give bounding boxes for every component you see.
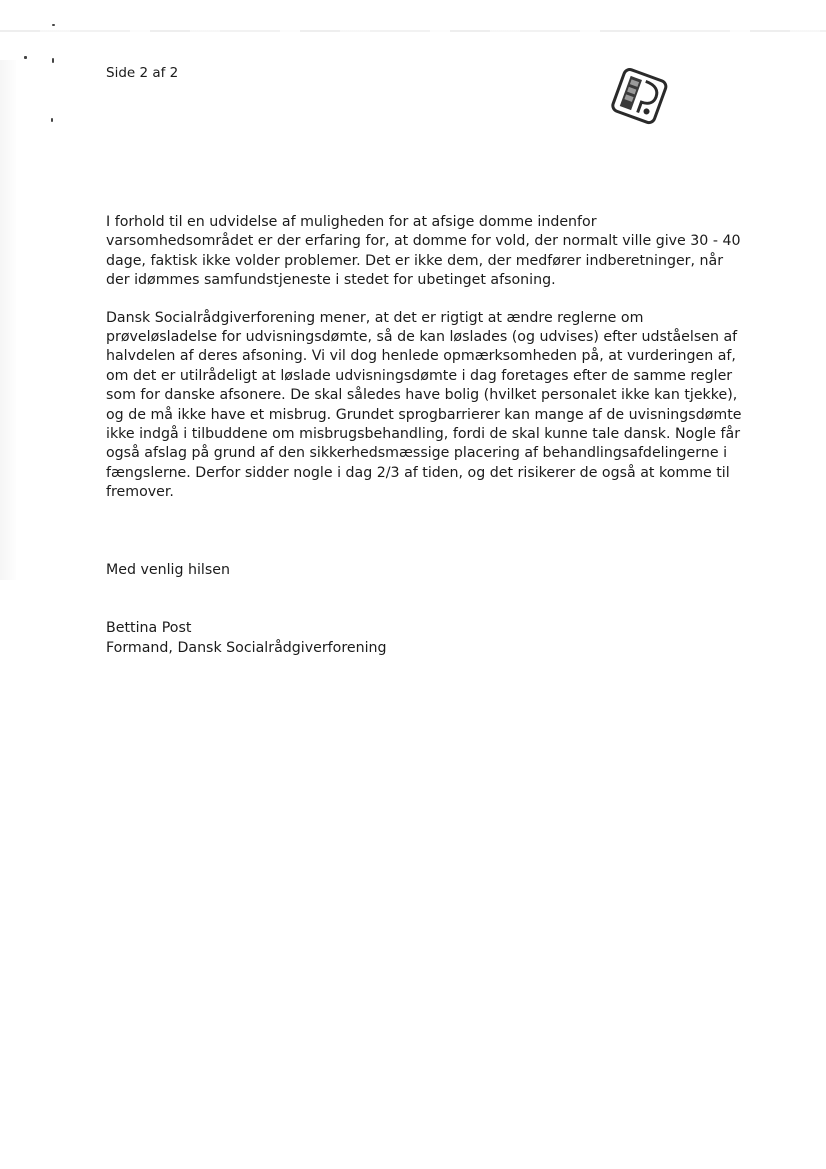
signer-title: Formand, Dansk Socialrådgiverforening (106, 640, 387, 656)
signer-name: Bettina Post (106, 620, 192, 636)
organization-logo-stamp-icon (607, 66, 671, 128)
scan-speck (52, 58, 54, 63)
scan-speck (51, 118, 53, 122)
body-paragraph-2: Dansk Socialrådgiverforening mener, at det er rigtigt at ændre reglerne om prøveløsladelse for udvisningsdømte, så de kan løslades (og udvises) efter udståelsen af halvdelen af deres afsoning. Vi vil dog henlede opmærksomheden på, at vurderingen af, om det er utilrådeligt at løslade udvisningsdømte i dag foretages efter de samme regler som for danske afsonere. De skal således have bolig (hvilket personalet ikke kan tjekke), og de må ikke have et misbrug. Grundet sprogbarrierer kan mange af de uvisningsdømte ikke indgå i tilbuddene om misbrugsbehandling, fordi de skal kunne tale dansk. Nogle får også afslag på grund af den sikkerhedsmæssige placering af behandlingsafdelingerne i fængslerne. Derfor sidder nogle i dag 2/3 af tiden, og det risikerer de også at komme til fremover. (106, 309, 742, 501)
page-number: Side 2 af 2 (106, 65, 179, 81)
scan-artifact-top (0, 30, 826, 32)
scan-speck (52, 24, 55, 26)
signature-block (106, 618, 387, 658)
closing-salutation: Med venlig hilsen (106, 562, 230, 578)
letter-body (106, 213, 742, 521)
scan-speck (24, 56, 27, 59)
body-paragraph-1: I forhold til en udvidelse af muligheden for at afsige domme indenfor varsomhedsområdet er der erfaring for, at domme for vold, der normalt ville give 30 - 40 dage, faktisk ikke volder problemer. Det er ikke dem, der medfører indberetninger, når der idømmes samfundstjeneste i stedet for ubetinget afsoning. (106, 214, 741, 289)
scan-artifact-left-edge (0, 60, 16, 580)
